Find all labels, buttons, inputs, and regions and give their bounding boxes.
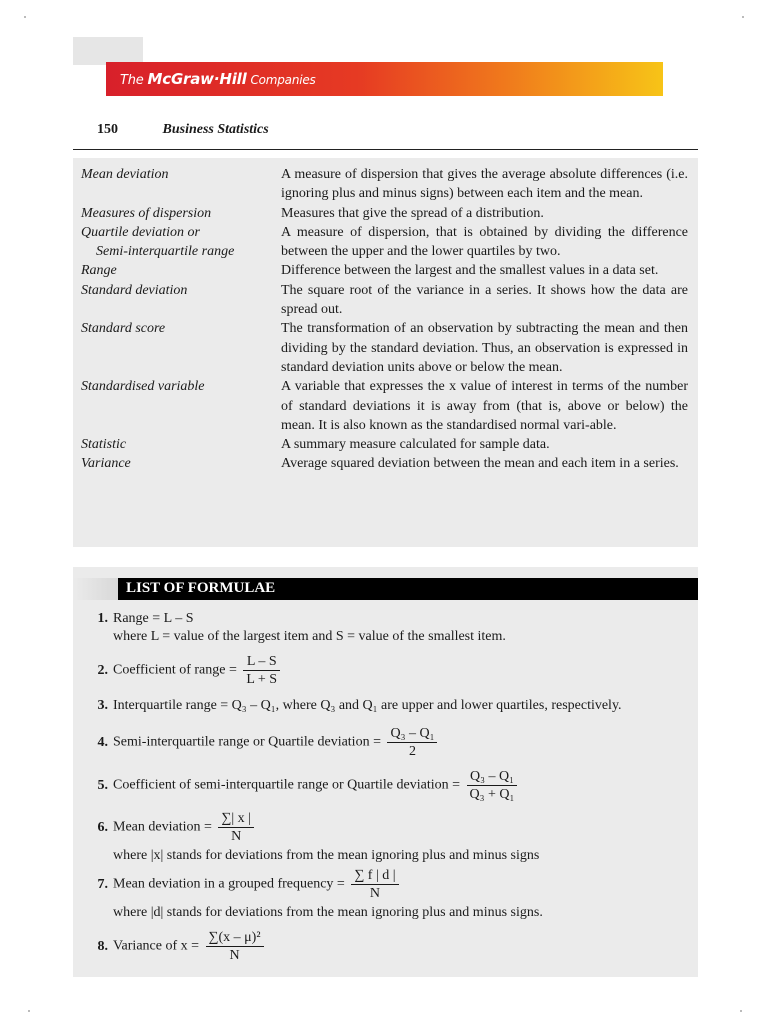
glossary-box [73, 158, 698, 547]
formula-1: 1. Range = L – S where L = value of the largest item and S = value of the smallest item. [97, 611, 506, 644]
fraction: $\frac{\text{∑(x – μ)²}}{N}$ [206, 929, 264, 964]
corner-tab [73, 37, 143, 65]
glossary-row: Standardised variable A variable that expresses the x value of interest in terms of the number of standard deviations it is away from (that is, above or below) the mean. It is also known as the standardised normal vari-able. [81, 379, 688, 433]
fraction: $\frac{\text{Q₃ – Q₁}}{\text{Q₃ + Q₁}}$ [467, 768, 518, 803]
formulae-box [73, 567, 698, 977]
glossary-row: Statistic A summary measure calculated for sample data. [81, 437, 550, 453]
header-rule [73, 149, 698, 150]
formula-3: 3. Interquartile range = Q₃ – Q₁, where Q₃ and Q₁ are upper and lower quartiles, respectively. [97, 698, 622, 713]
formula-7: 7. Mean deviation in a grouped frequency = $\frac{\sum f | d |}{N}$ where |d| stands for deviations from the mean ignoring plus and minus signs. [97, 868, 543, 920]
glossary-row: Variance Average squared deviation between the mean and each item in a series. [81, 456, 679, 472]
publisher-logo: The McGraw·Hill Companies [120, 70, 316, 88]
book-title: Business Statistics [162, 122, 269, 137]
fraction: $\frac{\sum f | d |}{N}$ [351, 867, 398, 902]
page-number: 150 [97, 122, 118, 137]
scan-speck [742, 16, 744, 18]
scan-speck [24, 16, 26, 18]
formula-8: 8. Variance of x = $\frac{\text{∑(x – μ)²}}{N}$ [88, 929, 267, 964]
glossary-row: Range Difference between the largest and the smallest values in a data set. [81, 263, 659, 279]
glossary-row: Standard score The transformation of an observation by subtracting the mean and then dividing by the standard deviation. Thus, an observation is expressed in standard deviation units above or below the mean. [81, 321, 688, 375]
formula-6: 6. Mean deviation = $\frac{\sum| x |}{N}$ where |x| stands for deviations from the mean ignoring plus and minus signs [97, 811, 540, 863]
publisher-banner [106, 62, 663, 96]
formula-4: 4. Semi-interquartile range or Quartile deviation = $\frac{\text{Q₃ – Q₁}}{2}$ [88, 725, 440, 760]
formula-2: 2. Coefficient of range = $\frac{L - S}{L + S}$ [88, 653, 283, 688]
fraction: $\frac{\sum| x |}{N}$ [218, 810, 254, 845]
glossary-row: Standard deviation The square root of the variance in a series. It shows how the data are spread out. [81, 282, 688, 318]
fraction: $\frac{L - S}{L + S}$ [243, 653, 280, 688]
glossary-row: Quartile deviation or Semi-interquartile range A measure of dispersion, that is obtained by dividing the difference between the upper and the lower quartiles by two. [81, 224, 688, 260]
scan-speck [740, 1010, 742, 1012]
glossary-row: Mean deviation A measure of dispersion that gives the average absolute differences (i.e. ignoring plus and minus signs) between each item and the mean. [81, 167, 688, 202]
glossary-row: Measures of dispersion Measures that give the spread of a distribution. [81, 205, 544, 221]
formulae-heading-bar [118, 578, 698, 600]
heading-fade [73, 578, 118, 600]
formula-5: 5. Coefficient of semi-interquartile range or Quartile deviation = $\frac{\text{Q₃ – Q₁}}{\text{Q₃ + Q₁}}$ [88, 768, 520, 803]
formulae-heading: LIST OF FORMULAE [126, 580, 276, 596]
running-head [97, 122, 269, 138]
scan-speck [28, 1010, 30, 1012]
fraction: $\frac{\text{Q₃ – Q₁}}{2}$ [387, 725, 437, 760]
